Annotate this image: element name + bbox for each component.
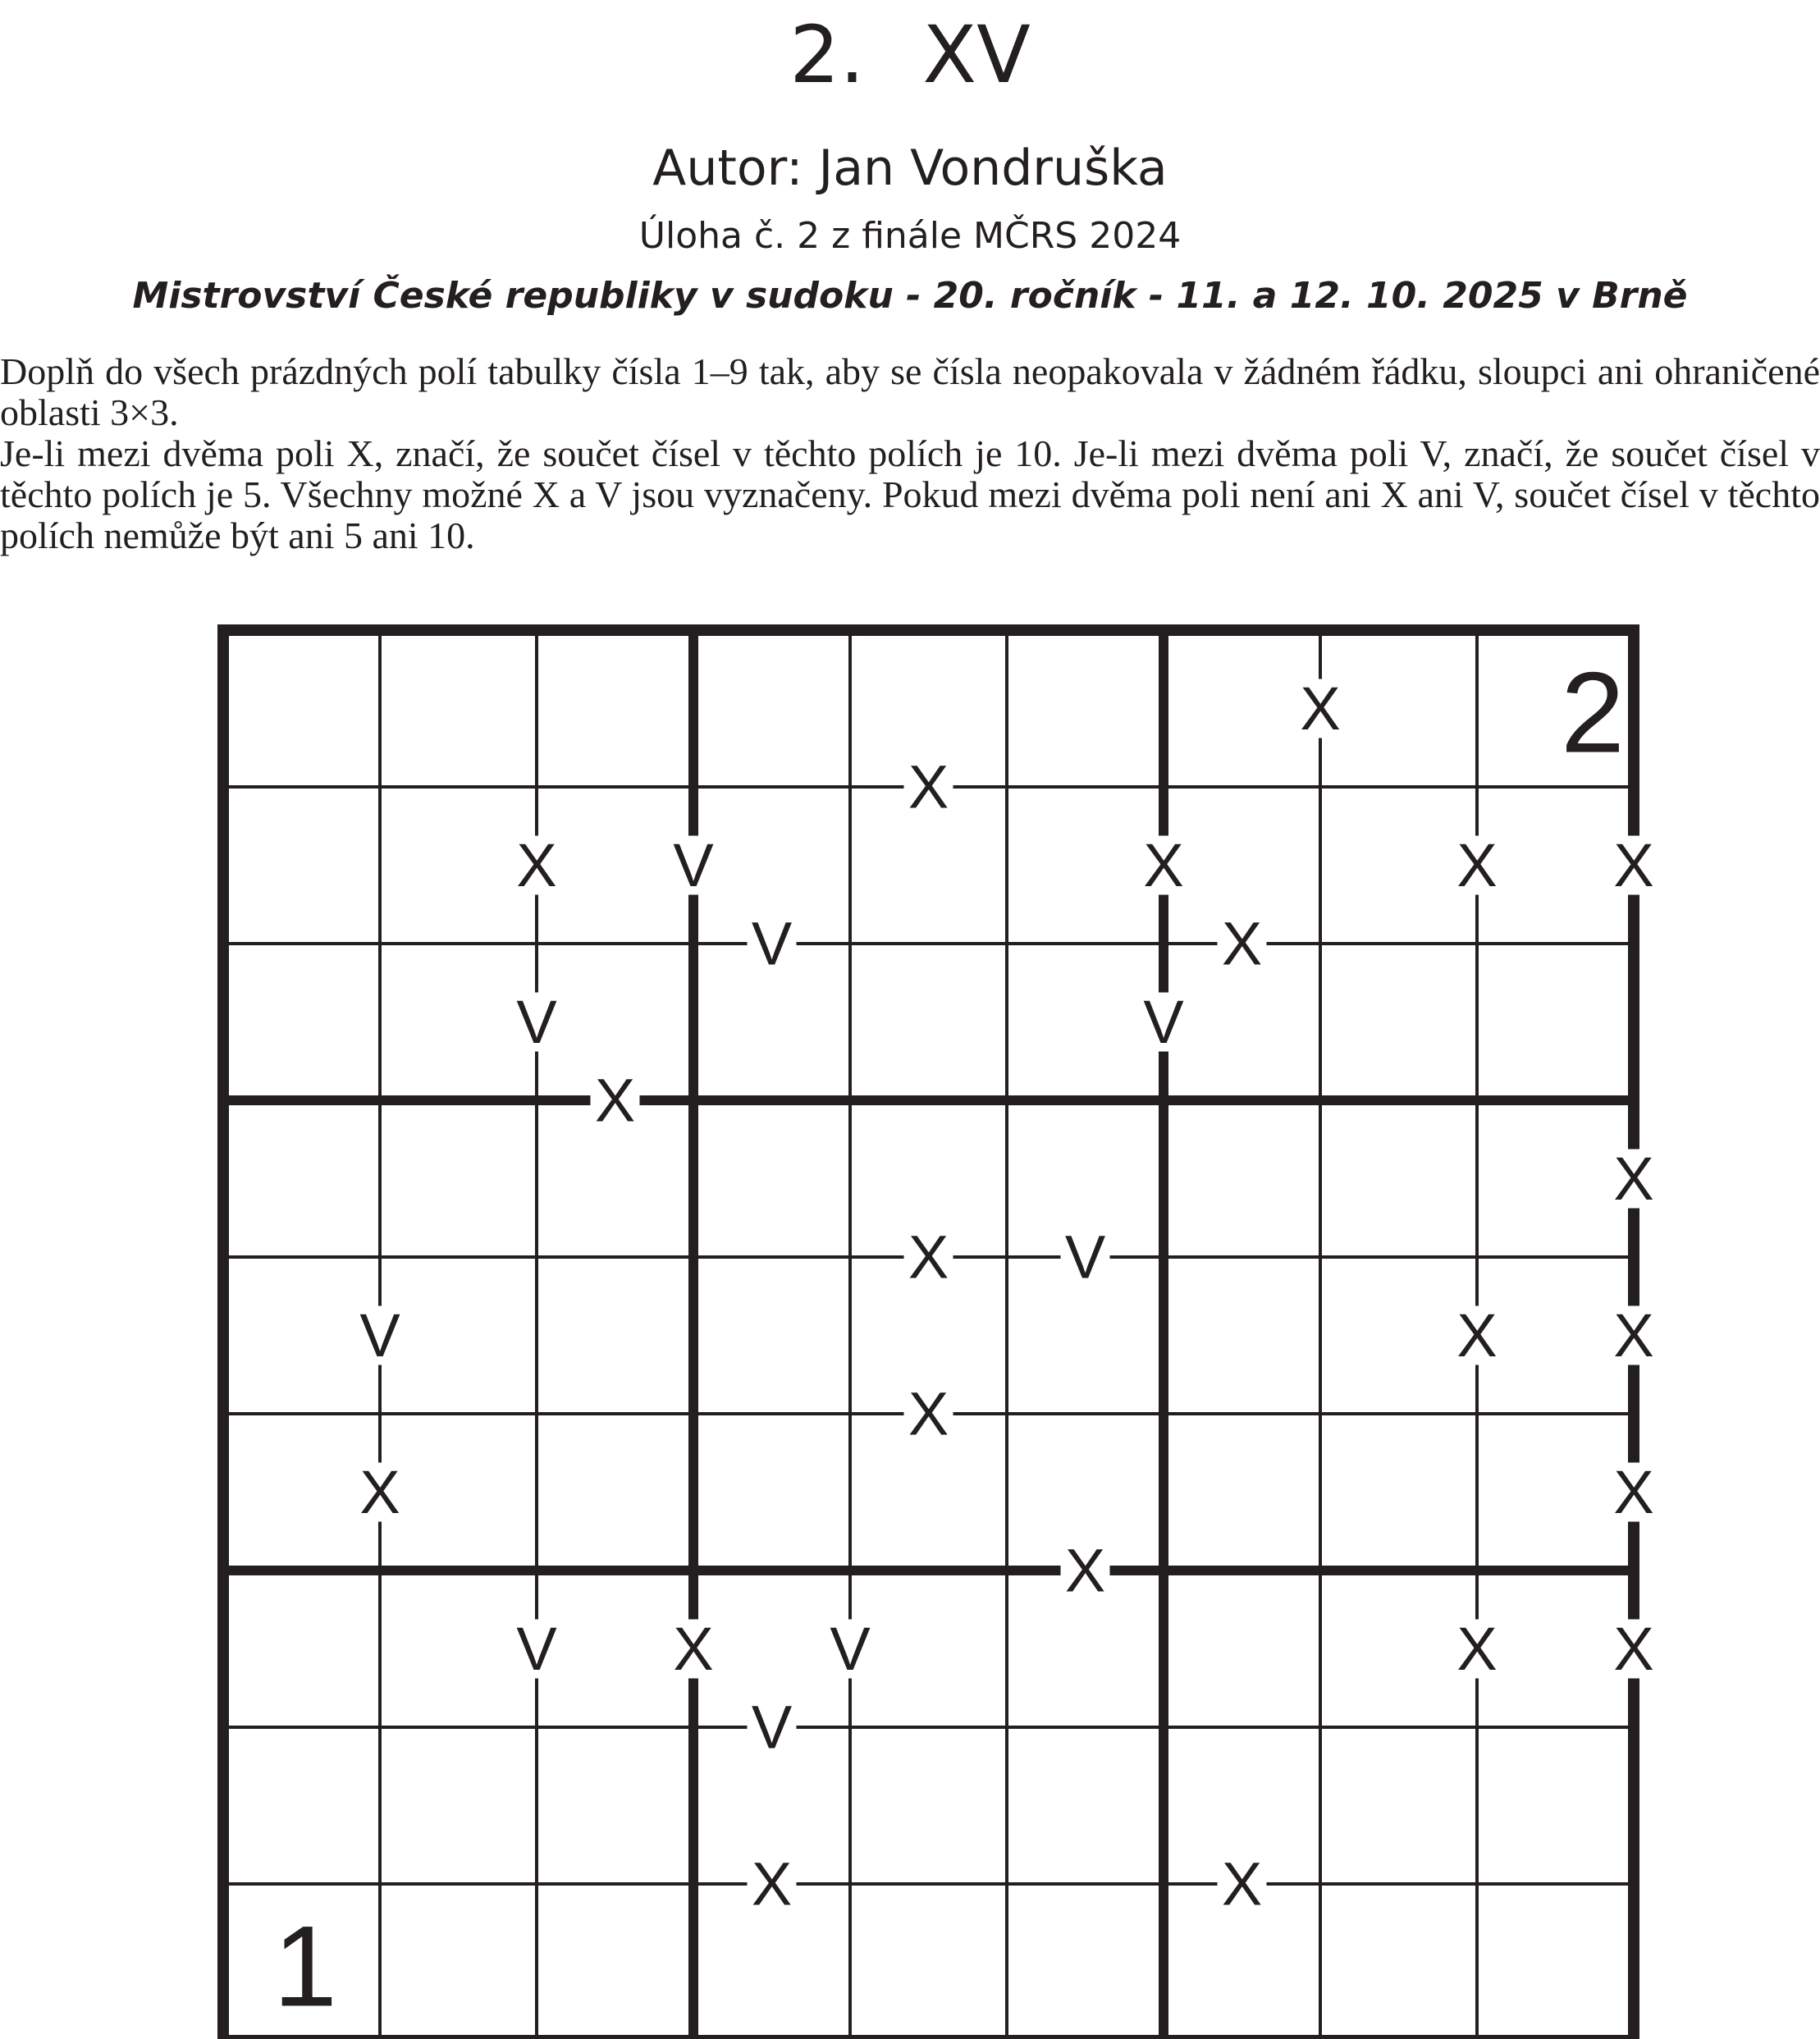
grid-cell-r3c8[interactable] [1320,944,1477,1100]
vertical-clue-v: V [1143,988,1184,1056]
grid-cell-r6c7[interactable] [1164,1414,1320,1570]
grid-cell-r8c5[interactable] [850,1727,1007,1884]
vertical-clue-x: X [1456,1301,1498,1369]
grid-cell-r9c3[interactable] [537,1884,693,2039]
grid-cell-r8c8[interactable] [1320,1727,1477,1884]
grid-cell-r8c9[interactable] [1477,1727,1634,1884]
rules-paragraph-2: Je-li mezi dvěma poli X, značí, že součet čísel v těchto polích je 10. Je-li mezi dvěma poli V, značí, že součet čísel v těchto polích je 5. Všechny možné X a V jsou vyznačeny. Pokud mezi dvěma poli není ani X ani V, součet čísel v těchto polích nemůže být ani 5 ani 10. [0,432,1820,556]
grid-cell-r3c1[interactable] [223,944,380,1100]
grid-cell-r5c3[interactable] [537,1257,693,1414]
grid-cell-r1c4[interactable] [693,630,850,787]
horizontal-clue-x: X [751,1849,793,1918]
horizontal-clue-x: X [908,1223,949,1292]
grid-cell-r4c4[interactable] [693,1100,850,1257]
grid-cell-r1c6[interactable] [1007,630,1164,787]
horizontal-clue-x: X [908,752,949,821]
vertical-clue-x: X [1613,1301,1654,1369]
vertical-clue-x: X [1300,674,1341,743]
grid-cell-r2c1[interactable] [223,787,380,944]
event-info: Mistrovství České republiky v sudoku - 20. ročník - 11. a 12. 10. 2025 v Brně [132,275,1688,317]
rules-paragraph-1: Doplň do všech prázdných polí tabulky čísla 1–9 tak, aby se čísla neopakovala v žádném řádku, sloupci ani ohraničené oblasti 3×3. [0,350,1820,433]
grid-cell-r1c1[interactable] [223,630,380,787]
vertical-clue-v: V [516,1615,557,1683]
grid-cell-r1c3[interactable] [537,630,693,787]
vertical-clue-x: X [1613,831,1654,899]
grid-cell-r8c6[interactable] [1007,1727,1164,1884]
given-digit: 1 [273,1901,337,2031]
vertical-clue-x: X [1143,831,1184,899]
vertical-clue-v: V [673,831,714,899]
grid-cell-r7c7[interactable] [1164,1570,1320,1727]
grid-cell-r4c2[interactable] [380,1100,537,1257]
grid-cell-r9c2[interactable] [380,1884,537,2039]
puzzle-title: 2. XV [789,9,1031,101]
grid-cell-r8c1[interactable] [223,1727,380,1884]
vertical-clue-v: V [516,988,557,1056]
grid-cell-r9c8[interactable] [1320,1884,1477,2039]
horizontal-clue-v: V [751,909,793,978]
grid-cell-r5c7[interactable] [1164,1257,1320,1414]
grid-cell-r9c9[interactable] [1477,1884,1634,2039]
puzzle-author: Autor: Jan Vondruška [652,139,1168,197]
horizontal-clue-x: X [1221,909,1263,978]
given-digit: 2 [1561,647,1625,777]
vertical-clue-x: X [1456,831,1498,899]
horizontal-clue-x: X [594,1066,636,1135]
grid-cell-r8c2[interactable] [380,1727,537,1884]
grid-cell-r9c5[interactable] [850,1884,1007,2039]
grid-cell-r3c9[interactable] [1477,944,1634,1100]
horizontal-clue-x: X [1064,1536,1106,1605]
horizontal-clue-v: V [751,1693,793,1762]
vertical-clue-x: X [359,1458,400,1526]
grid-cell-r4c7[interactable] [1164,1100,1320,1257]
vertical-clue-x: X [1456,1615,1498,1683]
vertical-clue-x: X [1613,1615,1654,1683]
grid-cell-r4c8[interactable] [1320,1100,1477,1257]
grid-cell-r5c4[interactable] [693,1257,850,1414]
grid-cell-r1c2[interactable] [380,630,537,787]
vertical-clue-x: X [516,831,557,899]
grid-cell-r6c3[interactable] [537,1414,693,1570]
grid-cell-r6c4[interactable] [693,1414,850,1570]
grid-cell-r3c5[interactable] [850,944,1007,1100]
grid-cell-r4c1[interactable] [223,1100,380,1257]
grid-cell-r7c1[interactable] [223,1570,380,1727]
vertical-clue-v: V [359,1301,400,1369]
vertical-clue-x: X [673,1615,714,1683]
horizontal-clue-x: X [1221,1849,1263,1918]
vertical-clue-x: X [1613,1145,1654,1213]
horizontal-clue-x: X [908,1379,949,1448]
grid-cell-r6c8[interactable] [1320,1414,1477,1570]
horizontal-clue-v: V [1064,1223,1106,1292]
task-info: Úloha č. 2 z finále MČRS 2024 [638,215,1182,257]
vertical-clue-x: X [1613,1458,1654,1526]
vertical-clue-v: V [830,1615,871,1683]
grid-cell-r9c6[interactable] [1007,1884,1164,2039]
grid-cell-r8c3[interactable] [537,1727,693,1884]
